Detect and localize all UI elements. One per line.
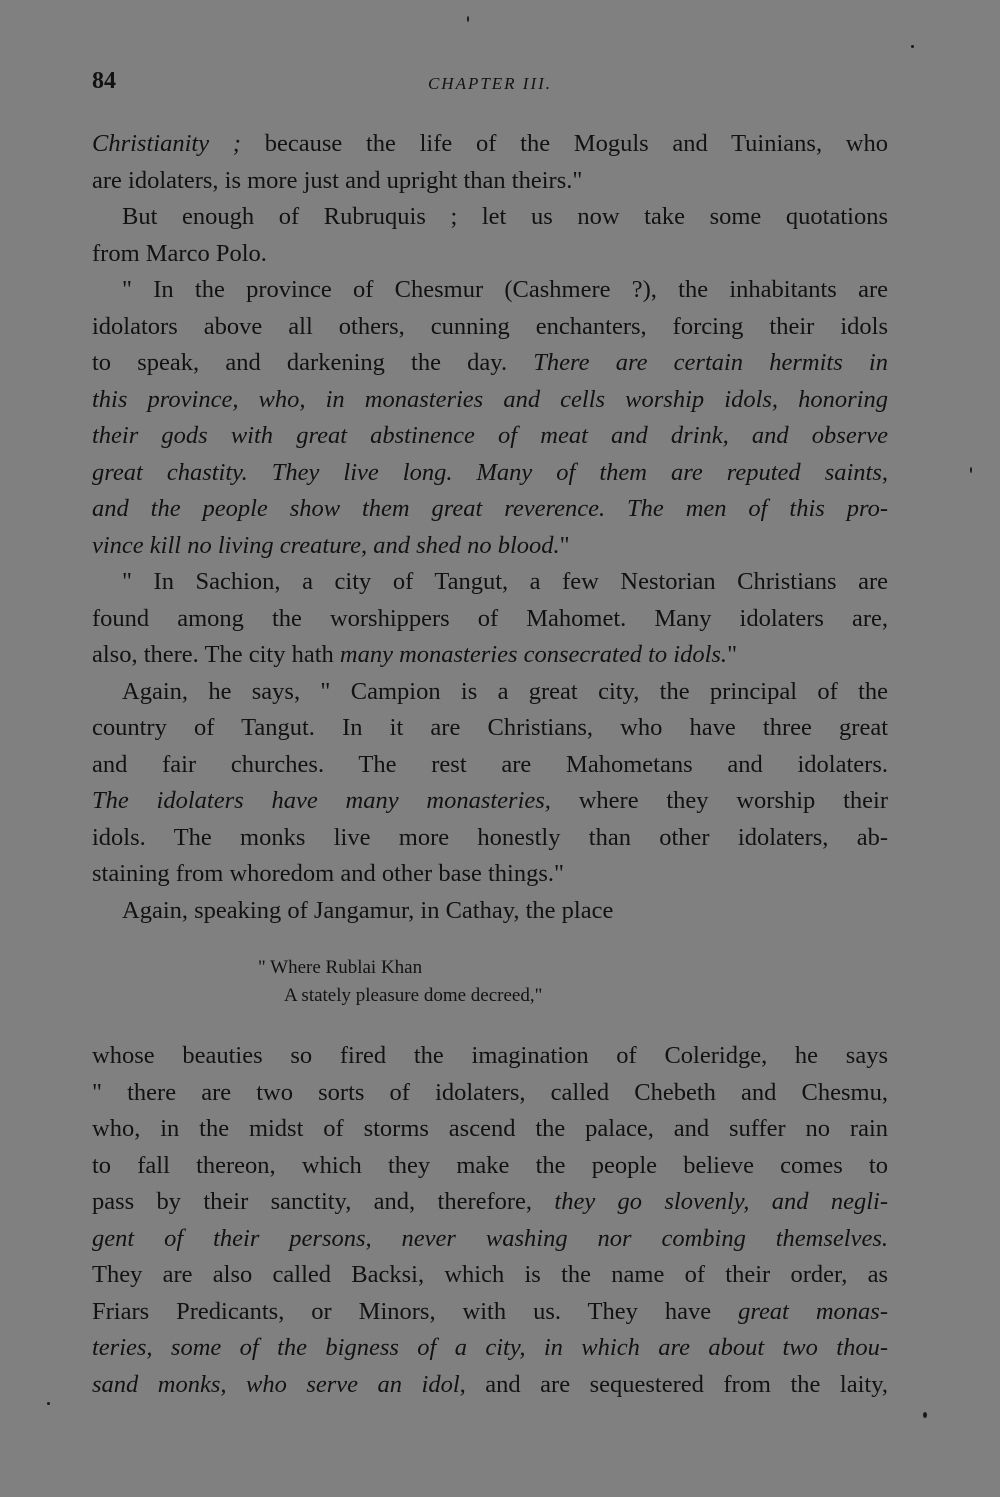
italic-text-segment: gent of their persons, never washing nor combing themselves. [92, 1224, 888, 1252]
text-line [92, 163, 888, 200]
verse-line-2: A stately pleasure dome decreed," [284, 985, 543, 1006]
text-segment: found among the worshippers of Mahomet. Many idolaters are, [92, 604, 888, 632]
italic-text-segment: sand monks, who serve an idol, [92, 1370, 466, 1398]
text-segment: to fall thereon, which they make the people believe comes to [92, 1151, 888, 1179]
text-line [92, 236, 888, 273]
scan-speck [970, 467, 972, 473]
text-segment: staining from whoredom and other base things." [92, 860, 565, 887]
text-line [92, 1367, 888, 1404]
text-segment: But enough of Rubruquis ; let us now take some quotations [122, 203, 888, 230]
text-segment: Friars Predicants, or Minors, with us. They have [92, 1297, 739, 1325]
text-line [92, 1148, 888, 1185]
text-segment: and fair churches. The rest are Mahometans and idolaters. [92, 750, 888, 778]
verse-quotation [258, 954, 542, 1010]
text-segment: from Marco Polo. [92, 239, 267, 267]
text-segment: where they worship their [550, 787, 888, 814]
italic-text-segment: great monas- [738, 1297, 888, 1325]
text-line [92, 674, 888, 711]
text-line [92, 893, 888, 930]
text-segment: They are also called Backsi, which is the name of their order, as [92, 1261, 888, 1288]
text-segment: " [559, 531, 570, 559]
scan-speck [923, 1412, 927, 1418]
text-line [92, 1257, 888, 1294]
italic-text-segment: they go slovenly, and negli- [554, 1188, 888, 1215]
text-segment: are idolaters, is more just and upright than theirs." [92, 166, 583, 194]
text-segment: Again, speaking of Jangamur, in Cathay, the place [122, 896, 614, 924]
italic-text-segment: teries, some of the bigness of a city, in which are about two thou- [92, 1334, 888, 1361]
text-line [92, 1111, 888, 1148]
text-line [92, 1330, 888, 1367]
text-segment: country of Tangut. In it are Christians, who have three great [92, 714, 888, 741]
text-line [92, 1294, 888, 1331]
text-segment: whose beauties so fired the imagination of Coleridge, he says [92, 1042, 888, 1069]
italic-text-segment: their gods with great abstinence of meat and drink, and observe [92, 422, 888, 449]
text-line [92, 345, 888, 382]
text-line [92, 1075, 888, 1112]
text-segment: " In the province of Chesmur (Cashmere ?), the inhabitants are [122, 276, 888, 303]
text-line [92, 126, 888, 163]
italic-text-segment: great chastity. They live long. Many of them are reputed saints, [92, 458, 888, 486]
text-segment: pass by their sanctity, and, therefore, [92, 1188, 555, 1215]
text-line [92, 455, 888, 492]
italic-text-segment: Christianity ; [92, 130, 241, 157]
text-line [92, 601, 888, 638]
page-number: 84 [92, 68, 116, 94]
text-line [92, 820, 888, 857]
text-segment: and are sequestered from the laity, [465, 1370, 888, 1398]
italic-text-segment: this province, who, in monasteries and cells worship idols, honoring [92, 385, 888, 413]
text-segment: to speak, and darkening the day. [92, 349, 534, 376]
text-line [92, 1038, 888, 1075]
text-segment: also, there. The city hath [92, 641, 340, 668]
text-line [92, 418, 888, 455]
text-segment: who, in the midst of storms ascend the palace, and suffer no rain [92, 1115, 888, 1142]
scan-speck [47, 1402, 50, 1405]
italic-text-segment: There are certain hermits in [533, 349, 888, 376]
text-line [92, 564, 888, 601]
body-text-bottom [92, 1038, 888, 1403]
italic-text-segment: vince kill no living creature, and shed no blood. [92, 531, 560, 559]
scan-speck [467, 16, 469, 22]
text-line [92, 199, 888, 236]
text-line [92, 528, 888, 565]
text-segment: Again, he says, " Campion is a great city, the principal of the [122, 677, 888, 705]
text-line [92, 272, 888, 309]
running-head: CHAPTER III. [427, 74, 553, 93]
italic-text-segment: many monasteries consecrated to idols. [339, 641, 728, 668]
verse-line-1: " Where Rublai Khan [258, 957, 423, 978]
text-line [92, 491, 888, 528]
text-line [92, 637, 888, 674]
italic-text-segment: The idolaters have many monasteries, [92, 787, 551, 814]
text-segment: " In Sachion, a city of Tangut, a few Nestorian Christians are [122, 568, 888, 595]
text-line [92, 783, 888, 820]
body-text-top [92, 126, 888, 929]
page-header [92, 68, 888, 108]
text-segment: idolators above all others, cunning enchanters, forcing their idols [92, 312, 888, 340]
text-line [92, 710, 888, 747]
text-line [92, 856, 888, 893]
text-segment: because the life of the Moguls and Tuinians, who [240, 130, 888, 157]
text-segment: idols. The monks live more honestly than other idolaters, ab- [92, 823, 888, 851]
text-segment: " [727, 641, 738, 668]
text-line [92, 382, 888, 419]
text-line [92, 309, 888, 346]
text-line [92, 1184, 888, 1221]
scan-speck [911, 45, 914, 48]
text-line [92, 747, 888, 784]
italic-text-segment: and the people show them great reverence. The men of this pro- [92, 495, 888, 522]
text-line [92, 1221, 888, 1258]
text-segment: " there are two sorts of idolaters, called Chebeth and Chesmu, [92, 1078, 888, 1106]
